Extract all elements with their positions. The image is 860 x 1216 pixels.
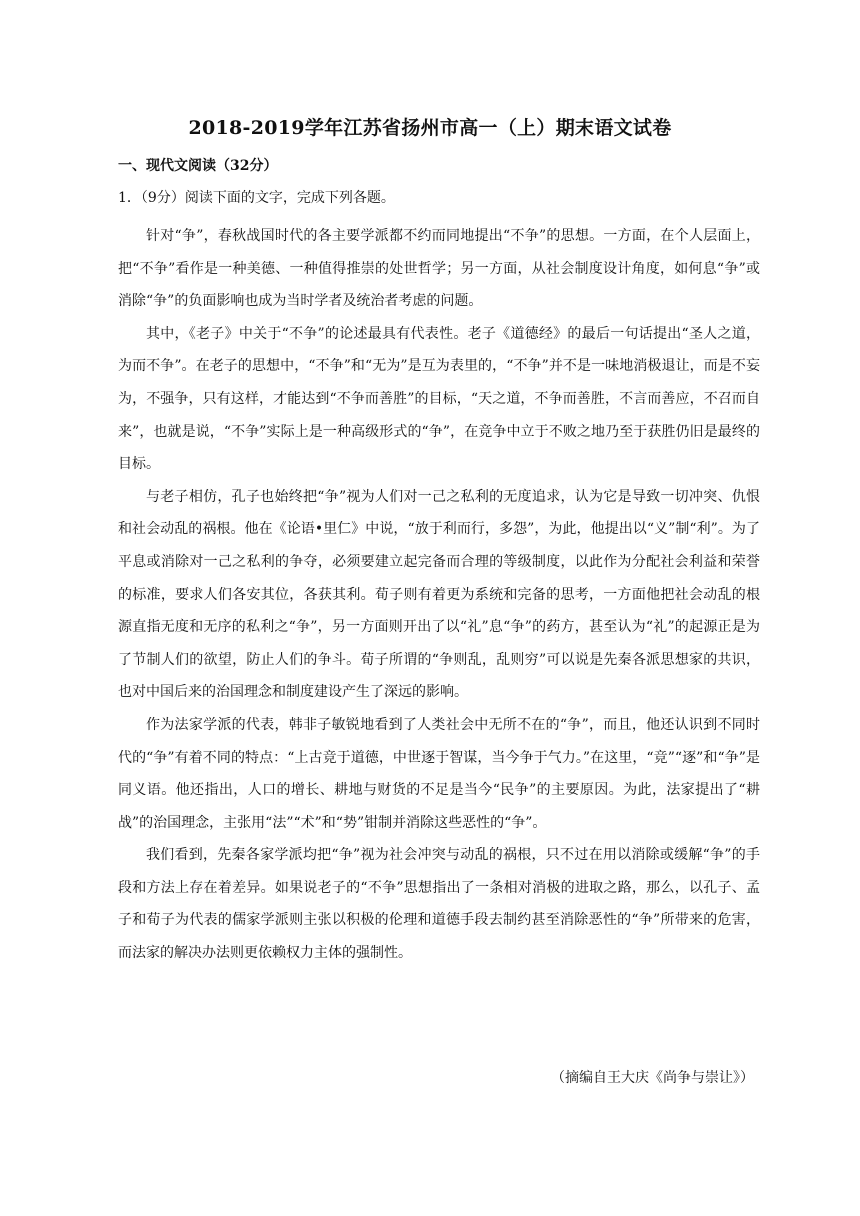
passage-paragraph: 其中，《老子》中关于“不争”的论述最具有代表性。老子《道德经》的最后一句话提出“圣人之道，为而不争”。在老子的思想中，“不争”和“无为”是互为表里的，“不争”并不是一味地消极退让，而是不妄为，不强争，只有这样，才能达到“不争而善胜”的目标，“天之道，不争而善胜，不言而善应，不召而自来”，也就是说，“不争”实际上是一种高级形式的“争”，在竞争中立于不败之地乃至于获胜仍旧是最终的目标。 xyxy=(118,325,760,473)
passage-paragraph: 与老子相仿，孔子也始终把“争”视为人们对一己之私利的无度追求，认为它是导致一切冲突、仇恨和社会动乱的祸根。他在《论语•里仁》中说，“放于利而行，多怨”，为此，他提出以“义”制“利”。为了平息或消除对一己之私利的争夺，必须要建立起完备而合理的等级制度，以此作为分配社会利益和荣誉的标准，要求人们各安其位，各获其利。荀子则有着更为系统和完备的思考，一方面他把社会动乱的根源直指无度和无序的私利之“争”，另一方面则开出了以“礼”息“争”的药方，甚至认为“礼”的起源正是为了节制人们的欲望，防止人们的争斗。荀子所谓的“争则乱，乱则穷”可以说是先秦各派思想家的共识，也对中国后来的治国理念和制度建设产生了深远的影响。 xyxy=(118,488,760,701)
question-prompt: 1．（9分）阅读下面的文字，完成下列各题。 xyxy=(118,190,395,206)
section-heading: 一、现代文阅读（32分） xyxy=(118,158,278,174)
passage-paragraph: 作为法家学派的代表，韩非子敏锐地看到了人类社会中无所不在的“争”，而且，他还认识到不同时代的“争”有着不同的特点：“上古竞于道德，中世逐于智谋，当今争于气力。”在这里，“竞”“逐”和“争”是同义语。他还指出，人口的增长、耕地与财货的不足是当今“民争”的主要原因。为此，法家提出了“耕战”的治国理念，主张用“法”“术”和“势”钳制并消除这些恶性的“争”。 xyxy=(118,716,760,831)
passage-paragraph: 我们看到，先秦各家学派均把“争”视为社会冲突与动乱的祸根，只不过在用以消除或缓解“争”的手段和方法上存在着差异。如果说老子的“不争”思想指出了一条相对消极的进取之路，那么，以孔子、孟子和荀子为代表的儒家学派则主张以积极的伦理和道德手段去制约甚至消除恶性的“争”所带来的危害，而法家的解决办法则更依赖权力主体的强制性。 xyxy=(118,847,760,962)
exam-title: 2018-2019学年江苏省扬州市高一（上）期末语文试卷 xyxy=(188,117,672,139)
reading-passage xyxy=(118,220,760,970)
passage-paragraph: 针对“争”，春秋战国时代的各主要学派都不约而同地提出“不争”的思想。一方面，在个人层面上，把“不争”看作是一种美德、一种值得推崇的处世哲学；另一方面，从社会制度设计角度，如何息“争”或消除“争”的负面影响也成为当时学者及统治者考虑的问题。 xyxy=(118,228,760,310)
source-citation: （摘编自王大庆《尚争与崇让》） xyxy=(551,1070,754,1086)
